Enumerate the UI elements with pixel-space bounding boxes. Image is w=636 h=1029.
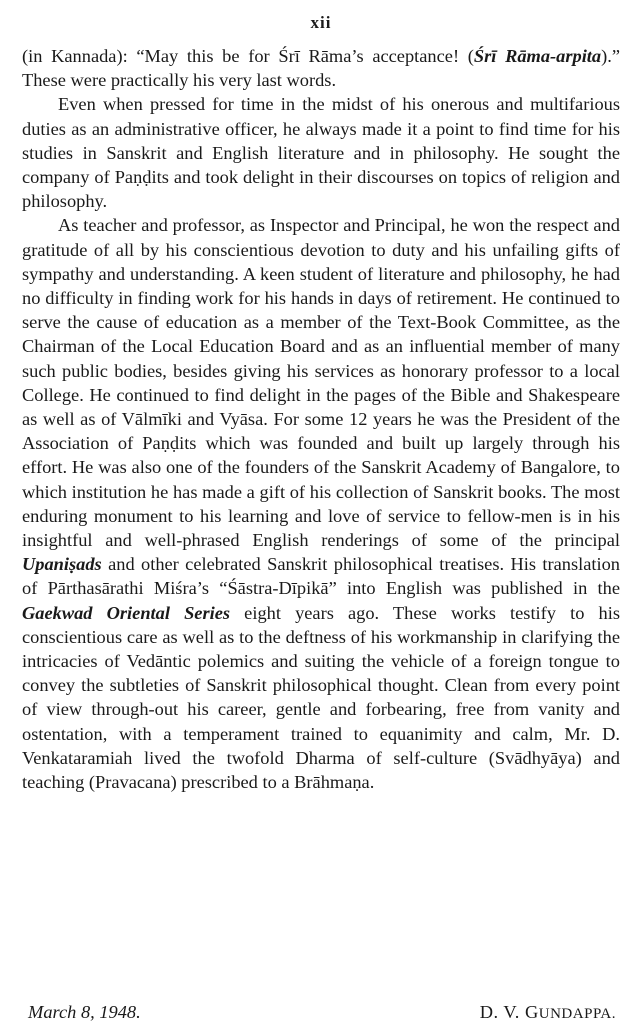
italic-segment: Upaniṣads	[22, 554, 102, 575]
paragraph	[22, 44, 620, 92]
signature-author	[480, 1000, 620, 1026]
italic-segment: Gaekwad Oriental Series	[22, 602, 231, 623]
text-segment: and other celebrated Sanskrit philosophical treatises. His translation of Pārthasārathi Miśra’s “Śāstra-Dīpikā” into English was published in the	[22, 554, 620, 599]
italic-segment: Śrī Rāma-arpita	[473, 46, 602, 66]
text-segment: As teacher and professor, as Inspector and Principal, he won the respect and gratitude of all by his conscientious devotion to duty and his unfailing gifts of sympathy and understanding. A keen student of literature and philosophy, he had no difficulty in finding work for his hands in days of retirement. He continued to serve the cause of education as a member of the Text-Book Committee, as the Chairman of the Local Education Board and as an influential member of many such public bodies, besides giving his services as honorary professor to a local College. He continued to find delight in the pages of the Bible and Shakespeare as well as of Vālmīki and Vyāsa. For some 12 years he was the President of the Association of Paṇḍits which was founded and built up largely through his effort. He was also one of the founders of the Sanskrit Academy of Bangalore, to which institution he has made a gift of his collection of Sanskrit books. The most enduring monument to his learning and love of service to fellow-men is in his insightful and well-phrased English renderings of some of the principal	[22, 215, 620, 551]
text-segment: Even when pressed for time in the midst of his onerous and multifarious duties as an administrative officer, he always made it a point to find time for his studies in Sanskrit and English literature and in philosophy. He sought the company of Paṇḍits and took delight in their discourses on topics of religion and philosophy.	[22, 94, 620, 212]
text-segment: ).” These were practically his very last words.	[22, 46, 621, 91]
author-surname: UNDAPPA.	[538, 1006, 616, 1022]
document-page	[22, 8, 620, 794]
signature-date: March 8, 1948.	[28, 1002, 141, 1022]
text-segment: eight years ago. These works testify to his conscientious care as well as to the deftness of his workmanship in clarifying the intricacies of Vedāntic polemics and suiting the vehicle of a foreign tongue to convey the subtleties of Sanskrit philosophical thought. Clean from every point of view through-out his career, gentle and forbearing, free from vanity and ostentation, with a temperament trained to equanimity and calm, Mr. D. Venkataramiah lived the twofold Dharma of self-culture (Svādhyāya) and teaching (Pravacana) prescribed to a Brāhmaṇa.	[22, 602, 620, 793]
author-initials: D. V. G	[479, 1002, 539, 1022]
page-number: xii	[310, 13, 332, 32]
text-segment: (in Kannada): “May this be for Śrī Rāma’s acceptance! (	[22, 46, 474, 66]
paragraph	[22, 213, 620, 794]
paragraph	[22, 92, 620, 213]
signature-line	[22, 1000, 620, 1026]
body-text	[22, 44, 620, 794]
